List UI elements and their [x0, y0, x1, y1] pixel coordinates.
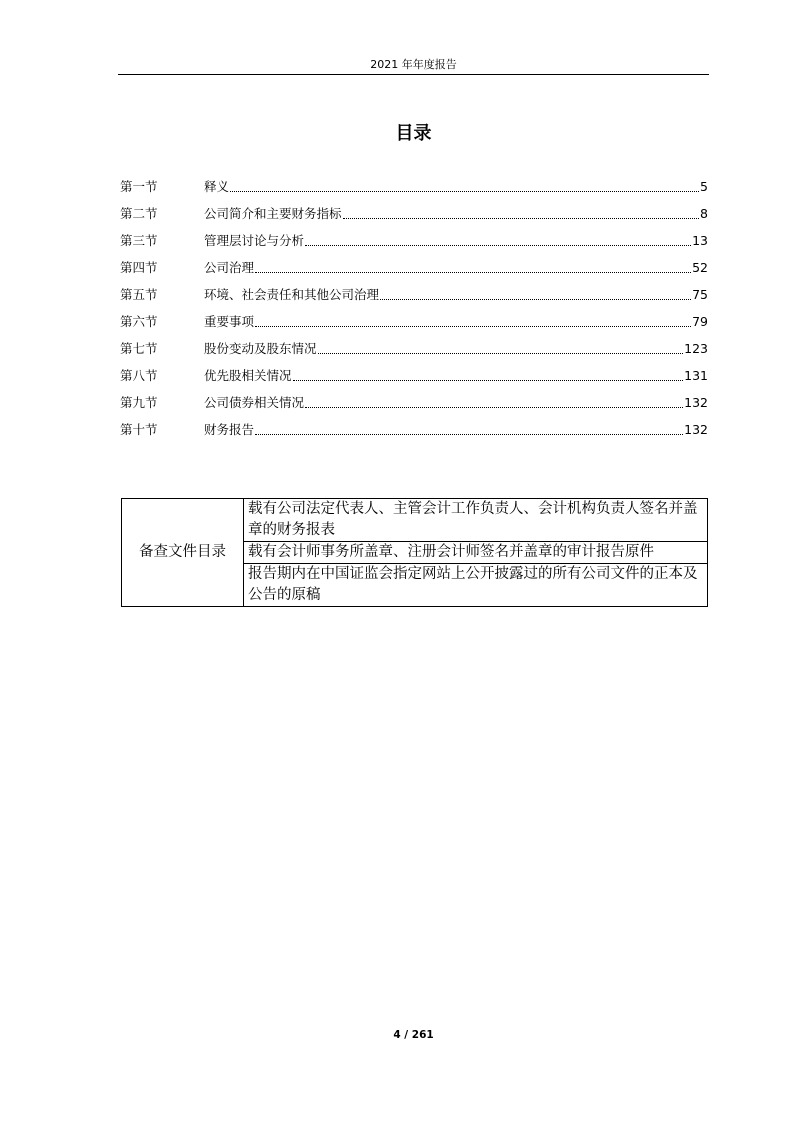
toc-section-number: 第五节 — [120, 287, 158, 302]
toc-section-number: 第四节 — [120, 260, 158, 275]
toc-leader-dots — [305, 407, 683, 408]
toc-section-number: 第三节 — [120, 233, 158, 248]
page-number: 4 / 261 — [393, 1029, 434, 1041]
reference-documents-label: 备查文件目录 — [122, 499, 244, 607]
toc-page-number: 123 — [684, 341, 708, 356]
toc-page-number: 13 — [692, 233, 708, 248]
toc-leader-dots — [318, 353, 684, 354]
toc-leader-dots — [255, 272, 691, 273]
toc-section-number: 第二节 — [120, 206, 158, 221]
toc-section-title: 释义 — [204, 179, 230, 194]
reference-document-item: 载有公司法定代表人、主管会计工作负责人、会计机构负责人签名并盖章的财务报表 — [244, 499, 708, 542]
toc-section-title: 环境、社会责任和其他公司治理 — [204, 287, 380, 302]
reference-document-item: 载有会计师事务所盖章、注册会计师签名并盖章的审计报告原件 — [244, 542, 708, 564]
reference-documents-table — [121, 498, 708, 607]
header-rule — [118, 74, 709, 75]
toc-page-number: 5 — [700, 179, 708, 194]
toc-item-5[interactable] — [120, 278, 708, 305]
toc-page-number: 8 — [700, 206, 708, 221]
toc-item-2[interactable] — [120, 197, 708, 224]
reference-document-item: 报告期内在中国证监会指定网站上公开披露过的所有公司文件的正本及公告的原稿 — [244, 564, 708, 607]
toc-page-number: 132 — [684, 422, 708, 437]
toc-page-number: 132 — [684, 395, 708, 410]
toc-leader-dots — [293, 380, 684, 381]
toc-page-number: 131 — [684, 368, 708, 383]
toc-section-title: 管理层讨论与分析 — [204, 233, 305, 248]
toc-leader-dots — [343, 218, 700, 219]
toc-item-4[interactable] — [120, 251, 708, 278]
table-of-contents — [120, 170, 708, 440]
toc-item-1[interactable] — [120, 170, 708, 197]
page-header: 2021 年年度报告 — [370, 58, 457, 71]
toc-section-title: 公司简介和主要财务指标 — [204, 206, 342, 221]
toc-leader-dots — [255, 434, 683, 435]
toc-section-number: 第八节 — [120, 368, 158, 383]
toc-section-title: 股份变动及股东情况 — [204, 341, 317, 356]
toc-leader-dots — [305, 245, 691, 246]
toc-item-3[interactable] — [120, 224, 708, 251]
toc-section-number: 第六节 — [120, 314, 158, 329]
toc-page-number: 75 — [692, 287, 708, 302]
toc-title: 目录 — [395, 123, 432, 144]
toc-section-number: 第一节 — [120, 179, 158, 194]
toc-item-8[interactable] — [120, 359, 708, 386]
toc-section-title: 优先股相关情况 — [204, 368, 292, 383]
toc-section-title: 财务报告 — [204, 422, 255, 437]
table-row — [122, 499, 708, 542]
toc-page-number: 52 — [692, 260, 708, 275]
toc-page-number: 79 — [692, 314, 708, 329]
toc-section-title: 公司债券相关情况 — [204, 395, 305, 410]
toc-section-number: 第九节 — [120, 395, 158, 410]
toc-item-10[interactable] — [120, 413, 708, 440]
toc-section-number: 第十节 — [120, 422, 158, 437]
toc-leader-dots — [380, 299, 691, 300]
toc-item-7[interactable] — [120, 332, 708, 359]
toc-section-title: 公司治理 — [204, 260, 255, 275]
toc-section-title: 重要事项 — [204, 314, 255, 329]
toc-leader-dots — [230, 191, 699, 192]
toc-section-number: 第七节 — [120, 341, 158, 356]
toc-item-6[interactable] — [120, 305, 708, 332]
toc-leader-dots — [255, 326, 691, 327]
toc-item-9[interactable] — [120, 386, 708, 413]
